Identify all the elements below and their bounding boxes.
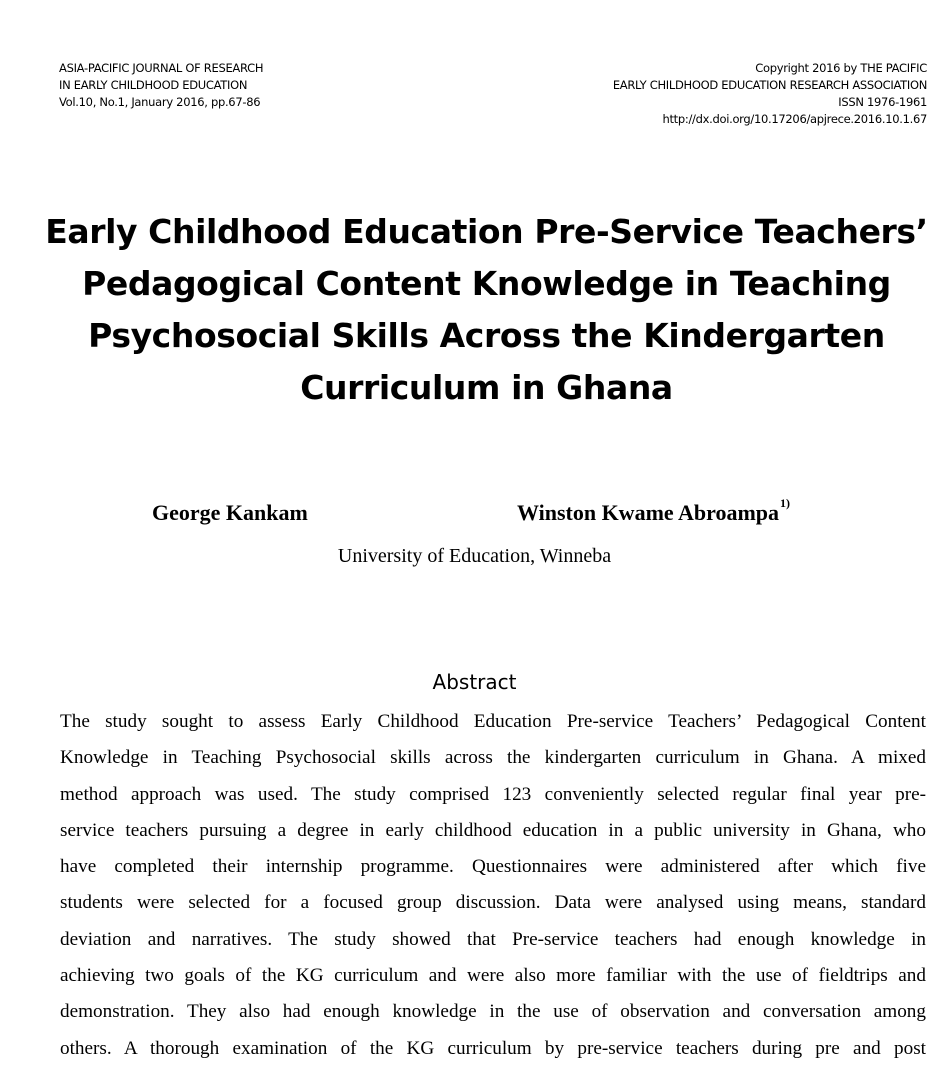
journal-info <box>59 60 263 111</box>
abstract-line: Knowledge in Teaching Psychosocial skills across the kindergarten curriculum in Ghana. A mixed <box>60 747 926 769</box>
abstract-body <box>60 704 926 1067</box>
paper-title <box>40 206 933 414</box>
abstract-line: achieving two goals of the KG curriculum and were also more familiar with the use of fieldtrips and <box>60 965 926 987</box>
abstract-line: have completed their internship programme. Questionnaires were administered after which five <box>60 856 926 878</box>
title-line: Pedagogical Content Knowledge in Teaching <box>82 264 891 303</box>
doi-link[interactable]: http://dx.doi.org/10.17206/apjrece.2016.10.1.67 <box>662 112 927 126</box>
author-george-kankam: George Kankam <box>152 500 308 525</box>
abstract-line: method approach was used. The study comprised 123 conveniently selected regular final year pre- <box>60 783 926 805</box>
title-line: Psychosocial Skills Across the Kindergarten <box>88 316 885 355</box>
copyright-line-2: EARLY CHILDHOOD EDUCATION RESEARCH ASSOCIATION <box>612 78 927 92</box>
issn: ISSN 1976-1961 <box>838 95 927 109</box>
abstract-line: others. A thorough examination of the KG curriculum by pre-service teachers during pre and post <box>60 1037 926 1059</box>
abstract-line: students were selected for a focused group discussion. Data were analysed using means, standard <box>60 892 926 914</box>
affiliation: University of Education, Winneba <box>337 545 612 567</box>
abstract-line: service teachers pursuing a degree in early childhood education in a public university in Ghana, who <box>60 819 926 841</box>
journal-volume: Vol.10, No.1, January 2016, pp.67-86 <box>59 95 261 109</box>
abstract-line: deviation and narratives. The study showed that Pre-service teachers had enough knowledge in <box>60 928 926 950</box>
copyright-line-1: Copyright 2016 by THE PACIFIC <box>755 61 927 75</box>
title-line: Early Childhood Education Pre-Service Teachers’ <box>45 212 928 251</box>
author-name: Winston Kwame Abroampa <box>517 500 780 525</box>
abstract-line: The study sought to assess Early Childhood Education Pre-service Teachers’ Pedagogical Content <box>60 711 926 732</box>
abstract-heading: Abstract <box>432 670 517 694</box>
abstract-line: demonstration. They also had enough knowledge in the use of observation and conversation among <box>60 1001 926 1023</box>
copyright-info <box>613 60 927 128</box>
journal-name-line-2: IN EARLY CHILDHOOD EDUCATION <box>59 78 248 92</box>
title-line: Curriculum in Ghana <box>300 368 673 407</box>
author-winston-abroampa <box>517 496 791 526</box>
author-footnote-marker: 1) <box>780 496 791 510</box>
journal-name-line-1: ASIA-PACIFIC JOURNAL OF RESEARCH <box>59 61 264 75</box>
